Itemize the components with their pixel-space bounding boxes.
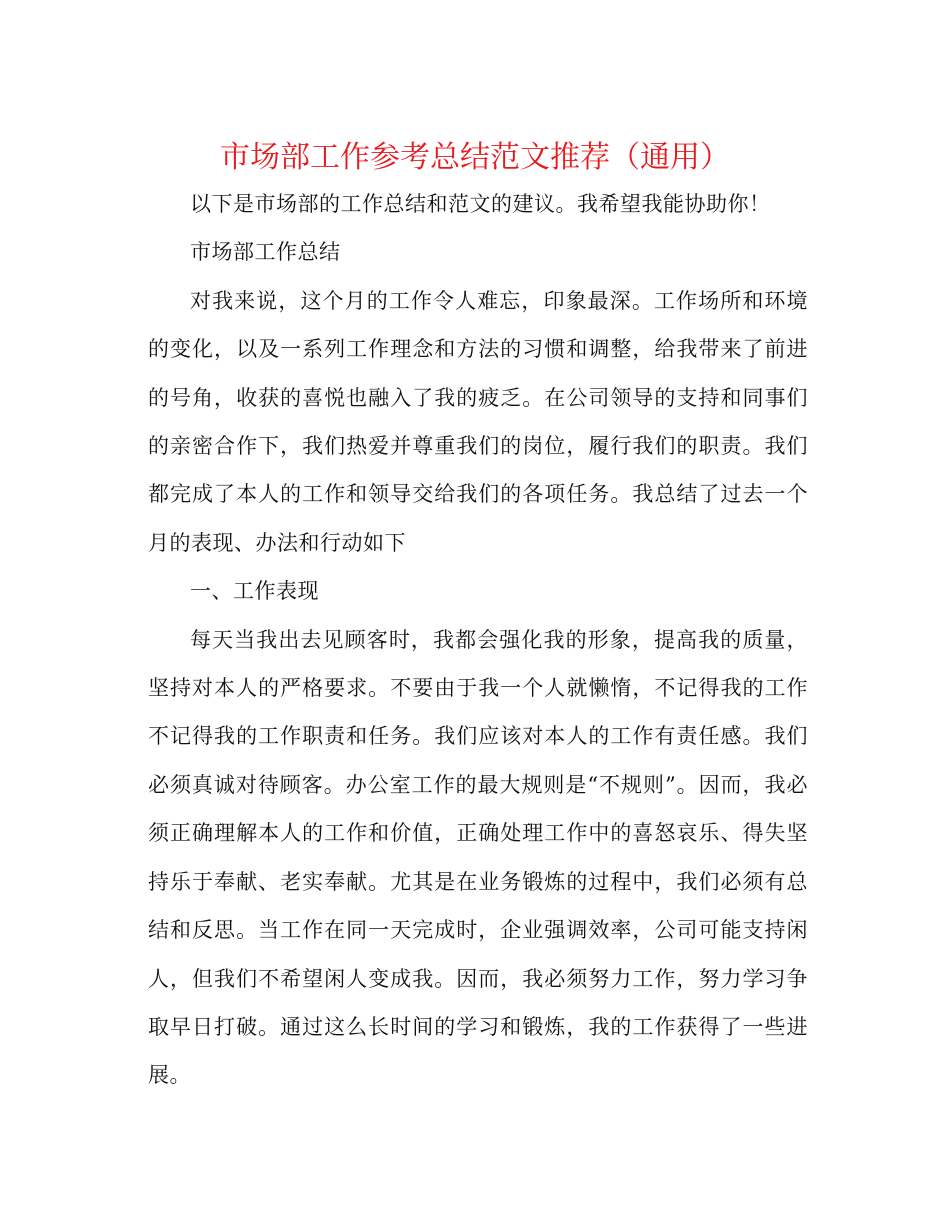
- summary-paragraph: 对我来说，这个月的工作令人难忘，印象最深。工作场所和环境的变化，以及一系列工作理念和方法的习惯和调整，给我带来了前进的号角，收获的喜悦也融入了我的疲乏。在公司领导的支持和同事们的亲密合作下，我们热爱并尊重我们的岗位，履行我们的职责。我们都完成了本人的工作和领导交给我们的各项任务。我总结了过去一个月的表现、办法和行动如下: [148, 288, 808, 555]
- section-heading-performance: 一、工作表现: [190, 579, 319, 604]
- section-heading-summary: 市场部工作总结: [190, 240, 341, 265]
- performance-paragraph: 每天当我出去见顾客时，我都会强化我的形象，提高我的质量，坚持对本人的严格要求。不要由于我一个人就懒惰，不记得我的工作不记得我的工作职责和任务。我们应该对本人的工作有责任感。我们必须真诚对待顾客。办公室工作的最大规则是“不规则”。因而，我必须正确理解本人的工作和价值，正确处理工作中的喜怒哀乐、得失坚持乐于奉献、老实奉献。尤其是在业务锻炼的过程中，我们必须有总结和反思。当工作在同一天完成时，企业强调效率，公司可能支持闲人，但我们不希望闲人变成我。因而，我必须努力工作，努力学习争取早日打破。通过这么长时间的学习和锻炼，我的工作获得了一些进展。: [148, 627, 808, 1088]
- document-body: [148, 180, 808, 1100]
- intro-paragraph: 以下是市场部的工作总结和范文的建议。我希望我能协助你！: [190, 192, 771, 216]
- document-title: 市场部工作参考总结范文推荐（通用）: [220, 140, 730, 175]
